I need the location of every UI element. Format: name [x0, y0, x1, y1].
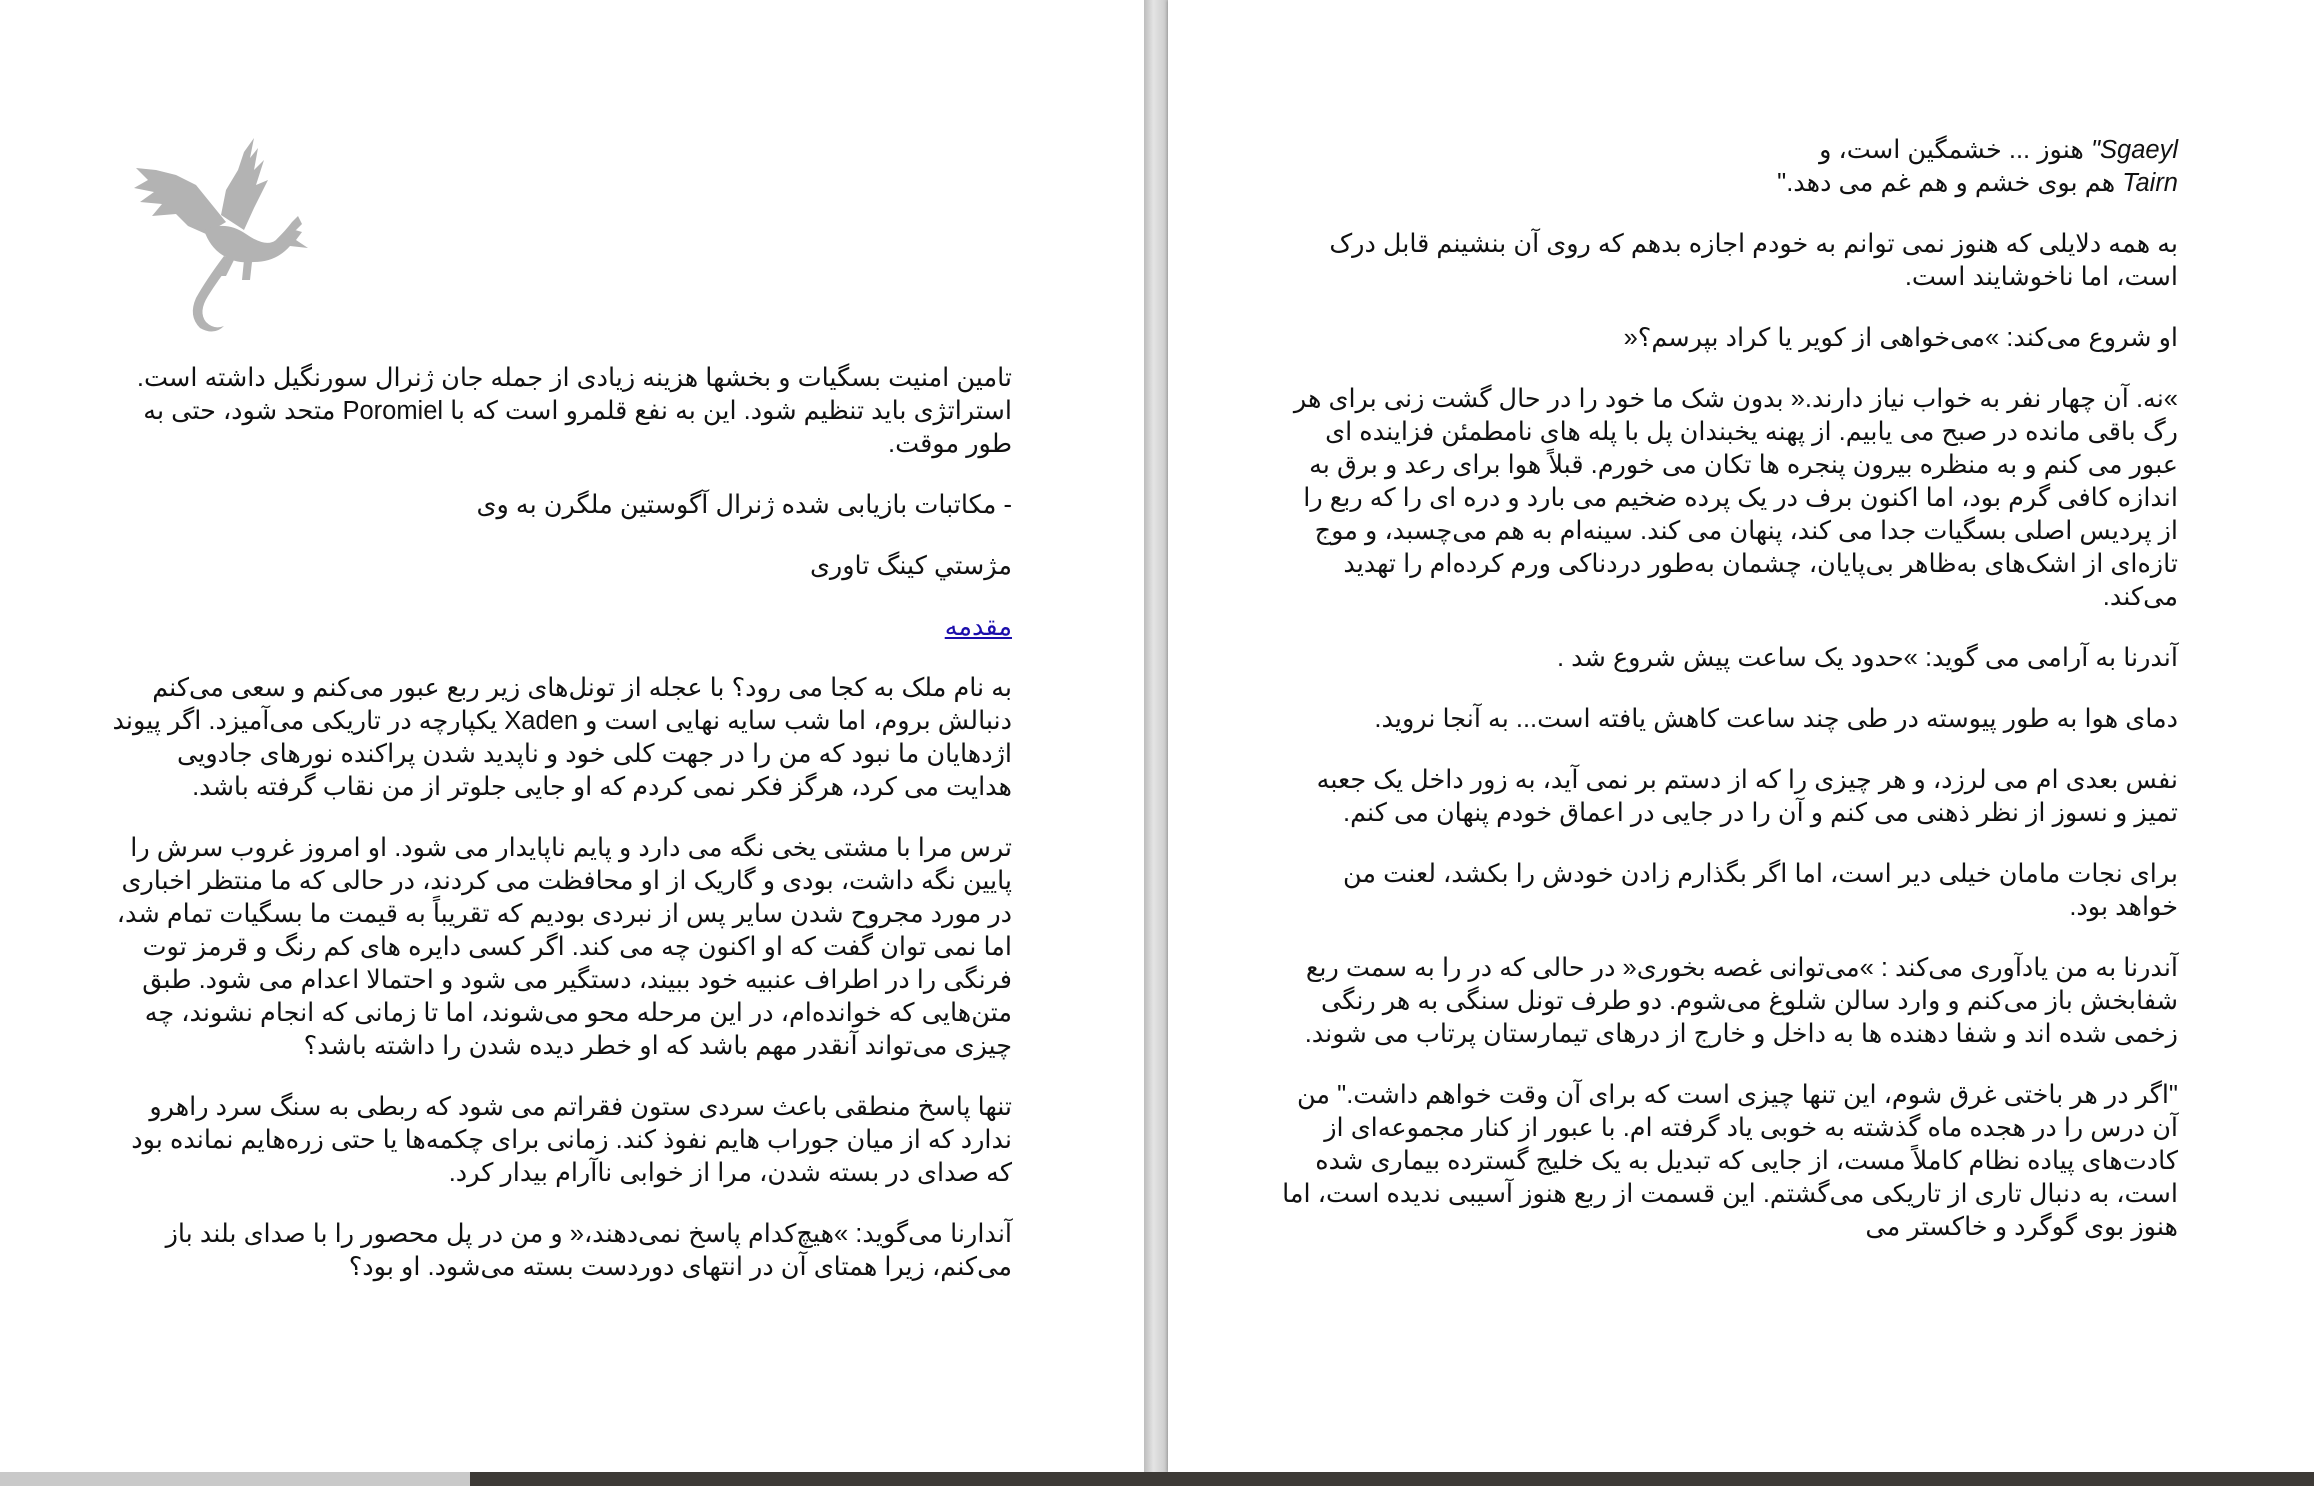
paragraph: ترس مرا با مشتی یخی نگه می دارد و پایم ناپایدار می شود. او امروز غروب سرش را پایین نگه داشت، بودی و گاریک از او محافظت می کردند، در حالی که ما منتظر اخباری در مورد مجروح شدن سایر پس از نبردی بودیم که تقریباً به قیمت ما بسگیات تمام شد، اما نمی توان گفت که او اکنون چه می کند. اگر کسی دایره های کم رنگ و قرمز توت فرنگی را در اطراف عنبیه خود ببیند، دستگیر می شود و احتمالا اعدام می شود. طبق متن‌هایی که خوانده‌ام، در این مرحله محو می‌شوند، اما تا زمانی که انجام نشوند، چه چیزی می‌تواند آنقدر مهم باشد که او خطر دیده شدن را داشته باشد؟ — [116, 834, 1012, 1060]
chapter-link-introduction[interactable]: مقدمه — [944, 613, 1012, 641]
epigraph-source: - مکاتبات بازیابی شده ژنرال آگوستین ملگرن به وی — [476, 491, 1012, 519]
paragraph: تنها پاسخ منطقی باعث سردی ستون فقراتم می شود که ربطی به سنگ سرد راهرو ندارد که از میان جوراب هایم نفوذ کند. زمانی برای چکمه‌ها یا حتی زره‌هایم نمانده بود که صدای در بسته شدن، مرا از خوابی ناآرام بیدار کرد. — [131, 1093, 1012, 1187]
paragraph: آندرنا به من یادآوری می‌کند : »می‌توانی غصه بخوری« در حالی که در را به سمت ربع شفابخش باز می‌کنم و وارد سالن شلوغ می‌شوم. دو طرف تونل سنگی به هر رنگی زخمی شده اند و شفا دهنده ها به داخل و خارج از درهای تیمارستان پرتاب می شوند. — [1304, 954, 2178, 1048]
translator-credit: مژستي كينگ تاوری — [809, 552, 1012, 580]
paragraph: "اگر در هر باختی غرق شوم، این تنها چیزی است که برای آن وقت خواهم داشت." من آن درس را در هجده ماه گذشته به خوبی یاد گرفته ام. با عبور از کنار مجموعه‌ای از کادت‌های پیاده نظام کاملاً مست، از جایی که تبدیل به یک خلیج گسترده بیماری شده است، به دنبال تاری از تاریکی می‌گشتم. این قسمت از ربع هنوز آسیبی ندیده است، اما هنوز بوی گوگرد و خاکستر می — [1282, 1081, 2178, 1241]
dialog-text: هم بوی خشم و هم غم می دهد." — [1777, 169, 2116, 197]
paragraph: »نه. آن چهار نفر به خواب نیاز دارند.« بدون شک ما خود را در حال گشت زنی برای هر رگ باقی مانده در صبح می یابیم. از پهنه یخبندان پل با پله های نامطمئن فزاینده ای عبور می کنم و به منظره بیرون پنجره ها تکان می خورم. قبلاً هوا برای رعد و برق به اندازه کافی گرم بود، اما اکنون برف در یک پرده ضخیم می بارد و دره ای را که ربع را از پردیس اصلی بسگیات جدا می کند، پنهان می کند. سینه‌ام به هم می‌چسبد، و موج تازه‌ای از اشک‌های به‌ظاهر بی‌پایان، چشمان به‌طور دردناکی ورم کرده‌ام را تهدید می‌کند. — [1293, 385, 2178, 611]
paragraph: برای نجات مامان خیلی دیر است، اما اگر بگذارم زادن خودش را بکشد، لعنت من خواهد بود. — [1343, 860, 2178, 921]
right-page[interactable] — [1168, 0, 2314, 1472]
left-page[interactable] — [0, 0, 1144, 1472]
paragraph: به نام ملک به کجا می رود؟ با عجله از تونل‌های زیر ربع عبور می‌کنم و سعی می‌کنم دنبالش بروم، اما شب سایه نهایی است و Xaden یکپارچه در تاریکی می‌آمیزد. اگر پیوند اژدهایان ما نبود که من را در جهت کلی خود و ناپدید شدن پراکنده نورهای جادویی هدایت می کرد، هرگز فکر نمی کردم که او جایی جلوتر از من نقاب گرفته باشد. — [112, 674, 1012, 801]
paragraph: او شروع می‌کند: »می‌خواهی از کویر یا کراد بپرسم؟« — [1623, 324, 2178, 352]
dialog-text: هنوز ... خشمگین است، و — [1819, 136, 2084, 164]
paragraph: به همه دلایلی که هنوز نمی توانم به خودم اجازه بدهم که روی آن بنشینم قابل درک است، اما ناخوشایند است. — [1329, 230, 2178, 291]
status-bar-segment — [0, 1472, 470, 1486]
page-gutter — [1144, 0, 1168, 1472]
left-page-text — [112, 362, 1012, 1312]
bottom-status-bar — [0, 1472, 2314, 1486]
paragraph: دمای هوا به طور پیوسته در طی چند ساعت کاهش یافته است... به آنجا نروید. — [1374, 705, 2178, 733]
paragraph: آندرنا به آرامی می گوید: »حدود یک ساعت پیش شروع شد . — [1556, 644, 2178, 672]
right-page-text — [1278, 134, 2178, 1272]
paragraph: نفس بعدی ام می لرزد، و هر چیزی را که از دستم بر نمی آید، به زور داخل یک جعبه تمیز و نسوز از نظر ذهنی می کنم و آن را در جایی در اعماق خودم پنهان می کنم. — [1316, 766, 2178, 827]
dialog-name-tairn: Tairn — [2122, 169, 2178, 197]
dialog-name-sgaeyl: Sgaeyl" — [2090, 136, 2178, 164]
dragon-silhouette-icon — [126, 130, 316, 340]
dialog-block — [1278, 134, 2178, 200]
paragraph: آندارنا می‌گوید: »هیچ‌کدام پاسخ نمی‌دهند،« و من در پل محصور را با صدای بلند باز می‌کنم، زیرا همتای آن در انتهای دوردست بسته می‌شود. او بود؟ — [165, 1220, 1012, 1281]
epigraph: تامین امنیت بسگیات و بخشها هزینه زیادی از جمله جان ژنرال سورنگیل داشته است. استراتژی باید تنظیم شود. این به نفع قلمرو است که با Poromiel متحد شود، حتی به طور موقت. — [136, 364, 1012, 458]
